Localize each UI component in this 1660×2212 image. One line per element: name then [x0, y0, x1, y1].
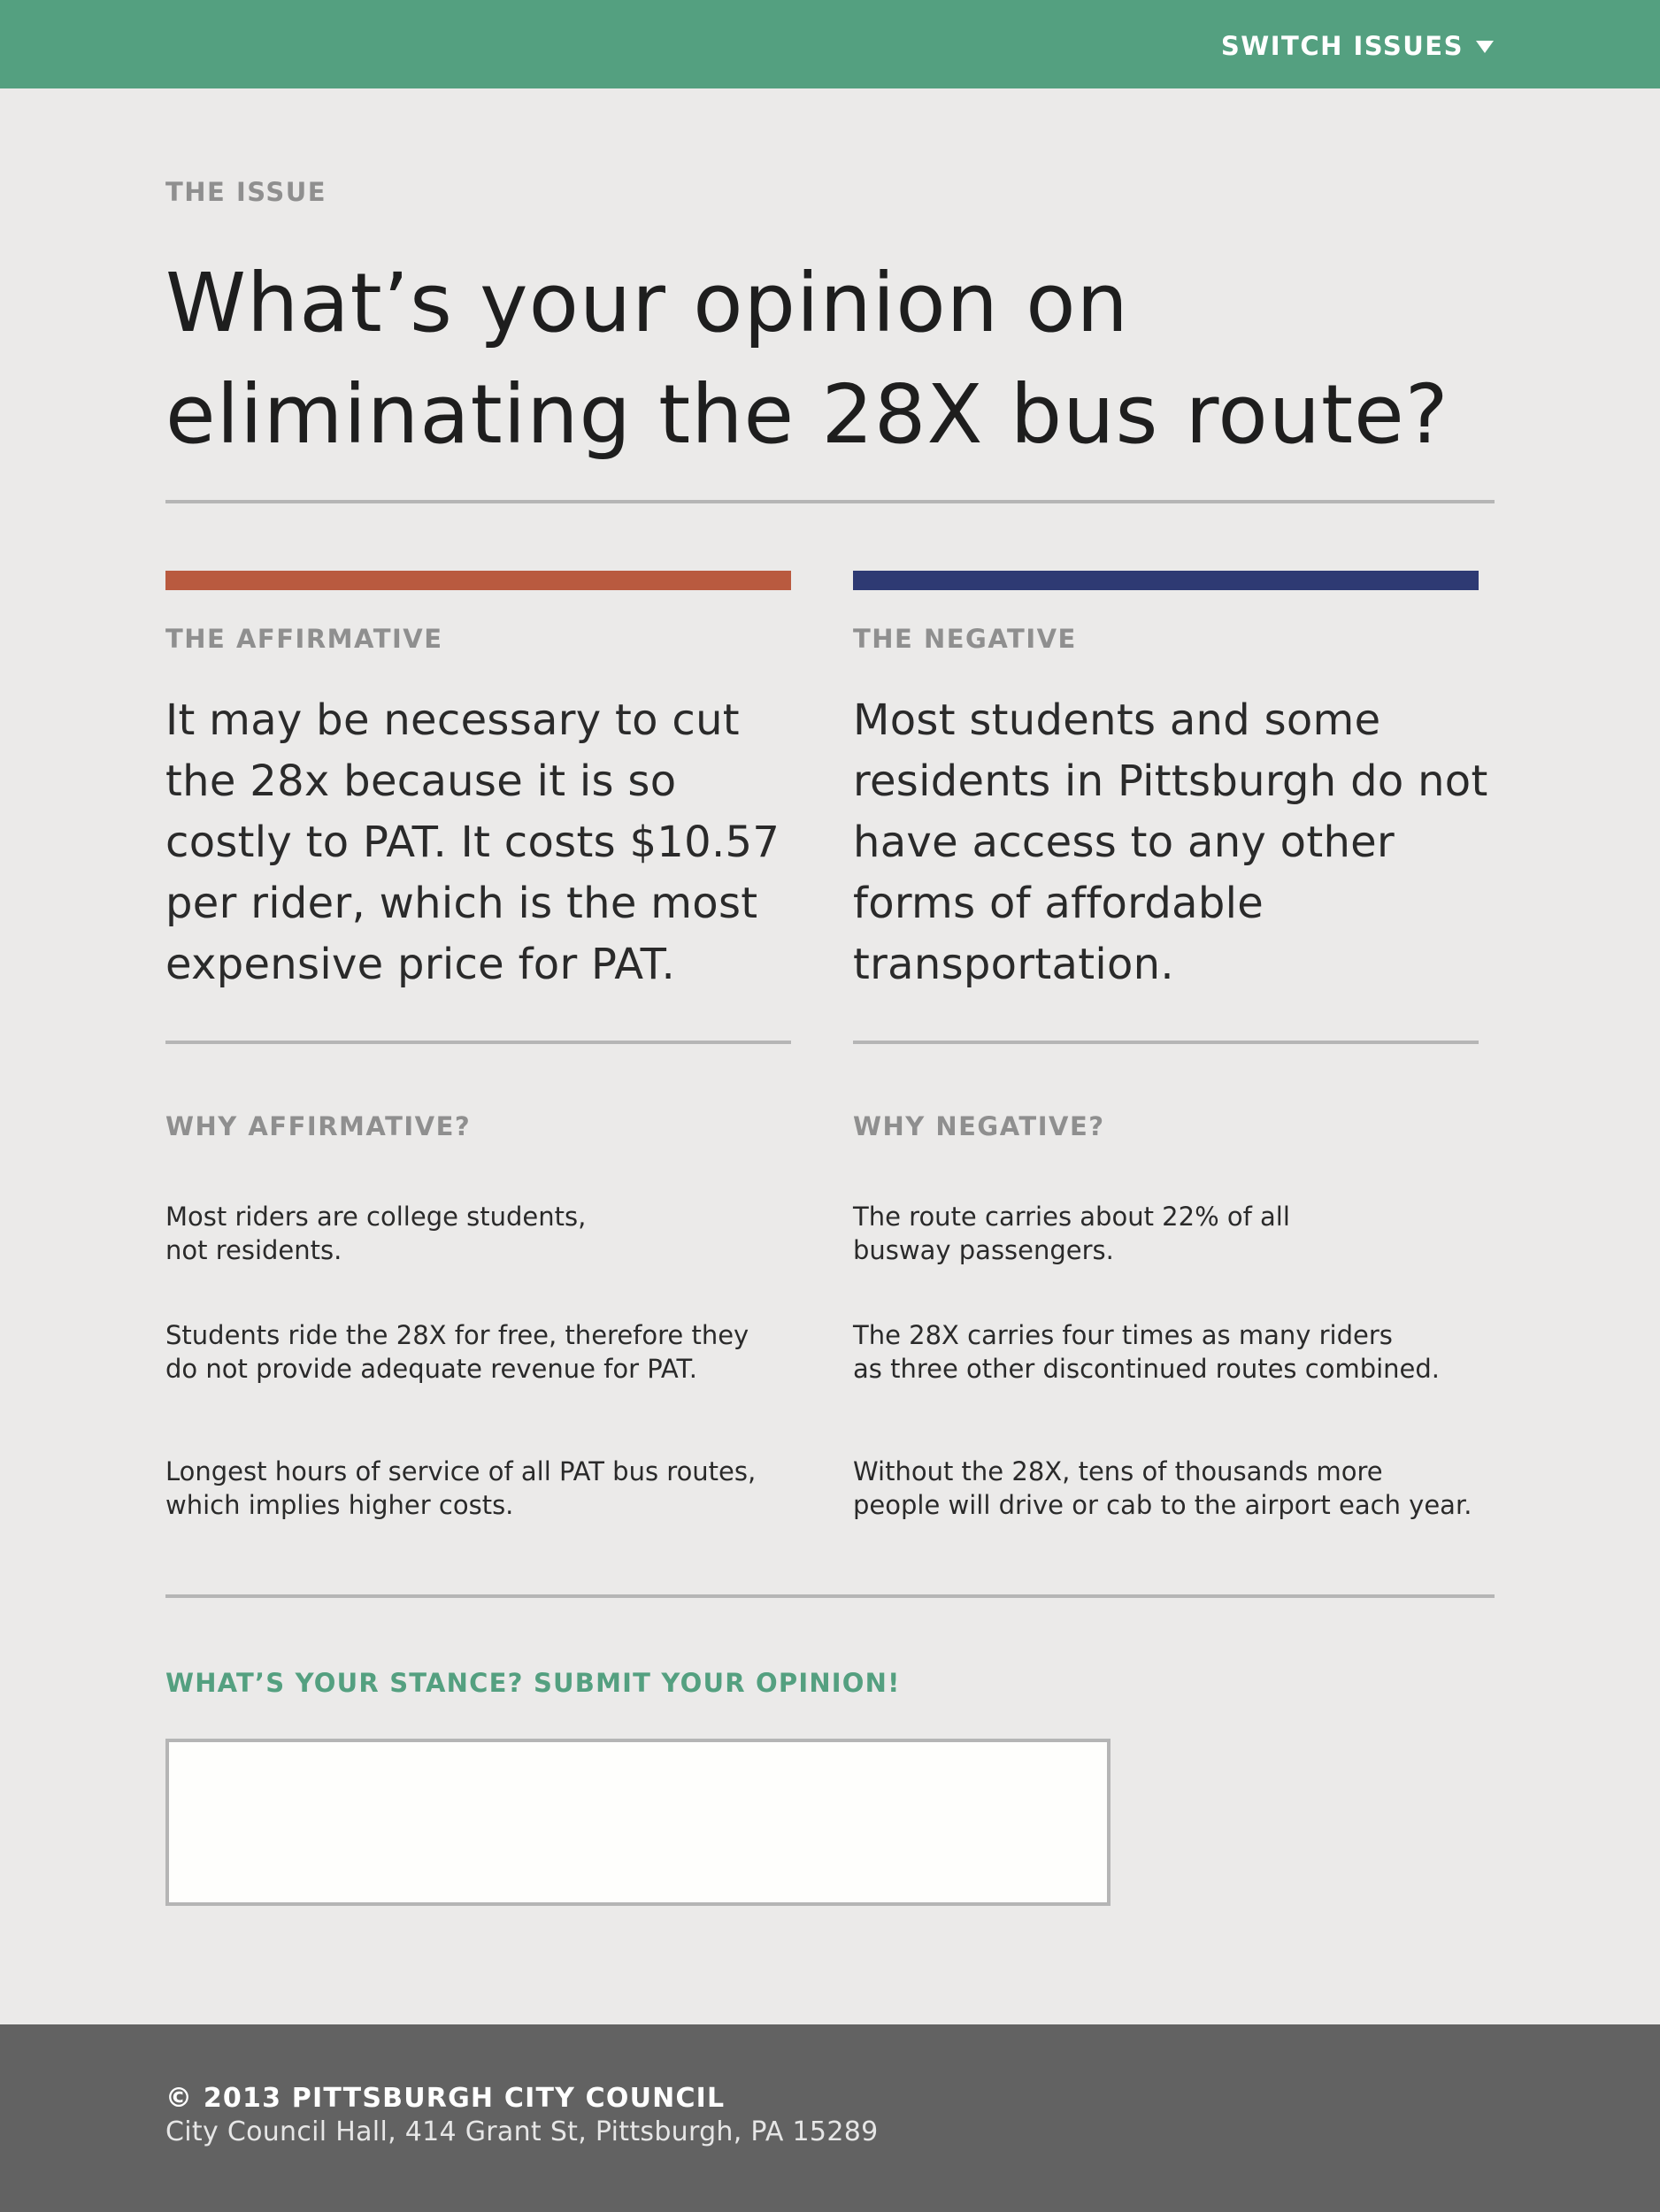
negative-statement: Most students and some residents in Pittsburgh do not have access to any other forms of affordable transportation.: [853, 695, 1488, 989]
switch-issues-label: SWITCH ISSUES: [1220, 31, 1464, 61]
why-affirmative-heading: WHY AFFIRMATIVE?: [165, 1111, 472, 1141]
opinion-input[interactable]: [165, 1739, 1111, 1906]
footer-address: City Council Hall, 414 Grant St, Pittsburgh, PA 15289: [165, 2116, 879, 2147]
divider: [165, 500, 1495, 503]
negative-color-bar: [853, 571, 1479, 590]
issue-kicker: THE ISSUE: [165, 177, 327, 207]
negative-reason: The route carries about 22% of all busway passengers.: [853, 1202, 1290, 1265]
affirmative-reason: Longest hours of service of all PAT bus routes, which implies higher costs.: [165, 1456, 757, 1520]
negative-divider: [853, 1041, 1479, 1044]
affirmative-reason: Students ride the 28X for free, therefore they do not provide adequate revenue for PAT.: [165, 1320, 749, 1384]
negative-heading: THE NEGATIVE: [853, 624, 1077, 654]
negative-reason: Without the 28X, tens of thousands more people will drive or cab to the airport each year.: [853, 1456, 1472, 1520]
divider: [165, 1594, 1495, 1598]
caret-down-icon: [1476, 41, 1494, 53]
footer-copyright: © 2013 PITTSBURGH CITY COUNCIL: [165, 2083, 726, 2114]
affirmative-color-bar: [165, 571, 791, 590]
why-negative-heading: WHY NEGATIVE?: [853, 1111, 1105, 1141]
switch-issues-button[interactable]: [1221, 28, 1494, 64]
issue-title: What’s your opinion on eliminating the 28X bus route?: [165, 256, 1449, 462]
affirmative-reason: Most riders are college students, not residents.: [165, 1202, 587, 1265]
affirmative-heading: THE AFFIRMATIVE: [165, 624, 443, 654]
submit-opinion-prompt: WHAT’S YOUR STANCE? SUBMIT YOUR OPINION!: [165, 1668, 901, 1698]
negative-reason: The 28X carries four times as many riders as three other discontinued routes combined.: [853, 1320, 1441, 1384]
affirmative-statement: It may be necessary to cut the 28x because it is so costly to PAT. It costs $10.57 per rider, which is the most expensive price for PAT.: [165, 695, 780, 989]
affirmative-divider: [165, 1041, 791, 1044]
top-bar: [0, 0, 1660, 88]
